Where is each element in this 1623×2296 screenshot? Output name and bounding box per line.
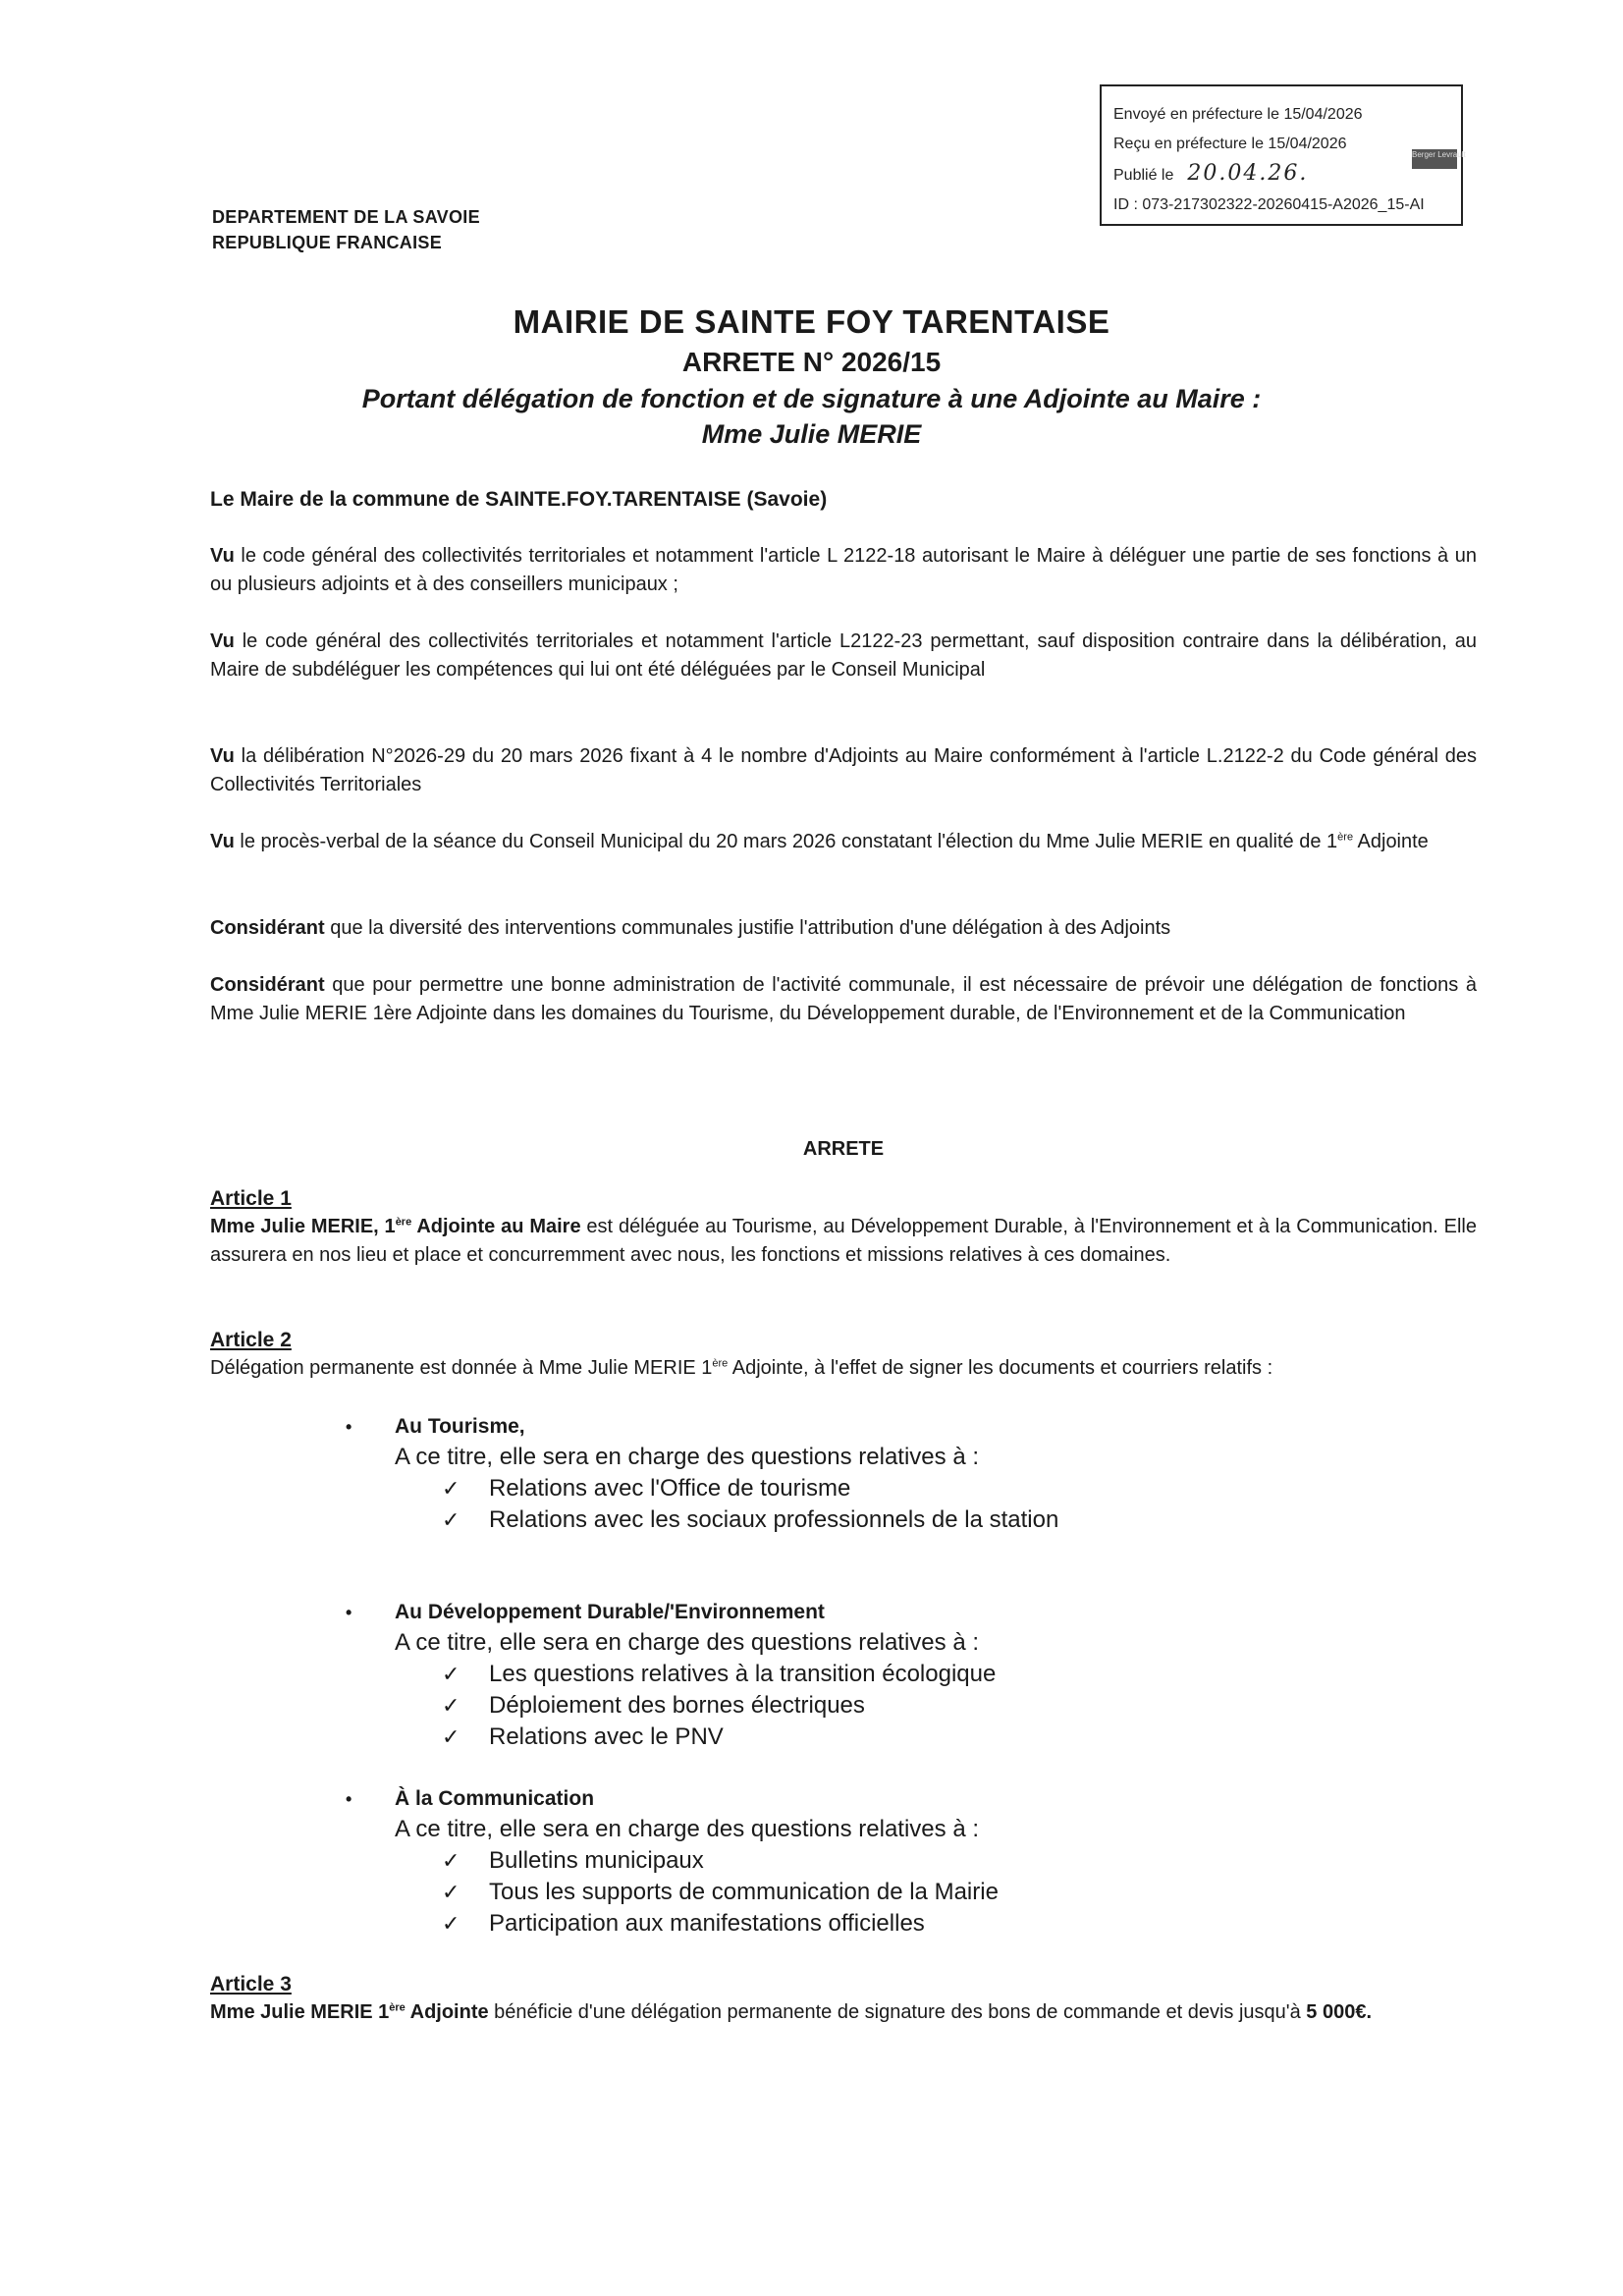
considerant-paragraph-2 [210,971,1477,1028]
article-1-text: est déléguée au Tourisme, au Développement Durable, à l'Environnement et à la Communication. Elle assurera en nos lieu et place et concurremment avec nous, les fonctions et missions relatives à ces domaines. [210,1216,1477,1266]
section-head-text: Au Développement Durable/'Environnement [395,1601,825,1623]
vu-lead: Vu [210,630,235,652]
checkmark-icon: ✓ [442,1911,460,1936]
section-head-text: Au Tourisme, [395,1415,525,1438]
vu-text: le procès-verbal de la séance du Conseil Municipal du 20 mars 2026 constatant l'élection du Mme Julie MERIE en qualité de 1 [234,831,1338,852]
title-block [0,301,1623,452]
stamp-sent: Envoyé en préfecture le 15/04/2026 [1113,106,1363,123]
list-item-text: Relations avec les sociaux professionnels de la station [489,1506,1059,1533]
list-item [346,1504,1327,1536]
superscript: ère [395,1216,412,1229]
section-head [346,1784,1327,1814]
list-item-text: Relations avec l'Office de tourisme [489,1475,851,1502]
list-item [346,1473,1327,1504]
superscript: ère [712,1357,729,1370]
superscript: ère [389,2001,406,2014]
list-item [346,1722,1327,1753]
article-3 [210,1970,1477,2027]
article-3-lead-tail: Adjointe [405,2001,489,2023]
superscript: ère [1337,831,1354,844]
vu-text: la délibération N°2026-29 du 20 mars 2026 fixant à 4 le nombre d'Adjoints au Maire conformément à l'article L.2122-2 du Code général des Collectivités Territoriales [210,745,1477,795]
article-3-text: bénéficie d'une délégation permanente de signature des bons de commande et devis jusqu'à [488,2001,1307,2023]
checkmark-icon: ✓ [442,1693,460,1718]
section-tourisme [346,1412,1327,1536]
list-item [346,1690,1327,1722]
article-2 [210,1326,1477,1383]
section-intro: A ce titre, elle sera en charge des questions relatives à : [395,1629,979,1656]
article-1-body [210,1213,1477,1270]
vu-paragraph-4 [210,828,1477,856]
list-item-text: Tous les supports de communication de la Mairie [489,1879,999,1905]
article-2-text: Délégation permanente est donnée à Mme Julie MERIE 1 [210,1357,713,1379]
prefecture-stamp [1100,84,1466,226]
article-1-title: Article 1 [210,1187,292,1210]
checkmark-icon: ✓ [442,1476,460,1501]
stamp-received: Reçu en préfecture le 15/04/2026 [1113,136,1347,152]
article-3-amount: 5 000€. [1306,2001,1373,2023]
page-title: MAIRIE DE SAINTE FOY TARENTAISE [513,303,1110,340]
vu-lead: Vu [210,545,235,567]
checkmark-icon: ✓ [442,1507,460,1532]
bullet-icon: • [346,1789,352,1809]
list-item-text: Participation aux manifestations officielles [489,1910,925,1937]
vu-paragraph-3 [210,742,1477,799]
article-1-lead-tail: Adjointe au Maire [411,1216,581,1237]
bullet-icon: • [346,1417,352,1437]
list-item [346,1877,1327,1908]
arrete-number: ARRETE N° 2026/15 [681,347,942,377]
vu-paragraph-2 [210,628,1477,684]
subtitle-line-2: Mme Julie MERIE [701,419,922,449]
checkmark-icon: ✓ [442,1848,460,1873]
checkmark-icon: ✓ [442,1880,460,1904]
arrete-heading: ARRETE [802,1138,885,1160]
article-1-lead: Mme Julie MERIE, 1 [210,1216,396,1237]
list-item-text: Déploiement des bornes électriques [489,1692,865,1719]
stamp-published-label: Publié le [1113,167,1174,184]
republic-line: REPUBLIQUE FRANCAISE [212,233,443,252]
considerant-paragraph-1 [210,914,1477,943]
vu-paragraph-1 [210,542,1477,599]
considerant-text: que la diversité des interventions communales justifie l'attribution d'une délégation à des Adjoints [324,917,1171,939]
list-item [346,1845,1327,1877]
article-2-body [210,1354,1477,1383]
section-intro: A ce titre, elle sera en charge des questions relatives à : [395,1816,979,1842]
vu-text: le code général des collectivités territoriales et notamment l'article L2122-23 permettant, sauf disposition contraire dans la délibération, au Maire de subdéléguer les compétences qui lui ont été déléguées par le Conseil Municipal [210,630,1477,681]
list-item [346,1908,1327,1940]
bullet-icon: • [346,1603,352,1622]
list-item-text: Bulletins municipaux [489,1847,704,1874]
article-2-title: Article 2 [210,1329,292,1351]
list-item-text: Relations avec le PNV [489,1723,724,1750]
checkmark-icon: ✓ [442,1662,460,1686]
section-head [346,1412,1327,1442]
subtitle-line-1: Portant délégation de fonction et de signature à une Adjointe au Maire : [361,384,1262,413]
vu-lead: Vu [210,831,235,852]
vu-lead: Vu [210,745,235,767]
article-3-lead: Mme Julie MERIE 1 [210,2001,390,2023]
list-item [346,1659,1327,1690]
considerant-lead: Considérant [210,917,325,939]
considerant-text: que pour permettre une bonne administration de l'activité communale, il est nécessaire de prévoir une délégation de fonctions à Mme Julie MERIE 1ère Adjointe dans les domaines du Tourisme, du Développement durable, de l'Environnement et de la Communication [210,974,1477,1024]
section-communication [346,1784,1327,1940]
checkmark-icon: ✓ [442,1724,460,1749]
article-2-tail: Adjointe, à l'effet de signer les documents et courriers relatifs : [728,1357,1273,1379]
considerant-lead: Considérant [210,974,325,996]
article-3-body [210,1998,1477,2027]
vu-text: le code général des collectivités territoriales et notamment l'article L 2122-18 autorisant le Maire à déléguer une partie de ses fonctions à un ou plusieurs adjoints et à des conseillers municipaux ; [210,545,1477,595]
article-3-title: Article 3 [210,1973,292,1995]
stamp-id: ID : 073-217302322-20260415-A2026_15-AI [1113,196,1425,213]
intro-line: Le Maire de la commune de SAINTE.FOY.TARENTAISE (Savoie) [210,488,828,511]
section-head [346,1598,1327,1627]
section-head-text: À la Communication [395,1787,595,1810]
department-header [212,204,480,255]
stamp-published [1113,159,1461,191]
article-1 [210,1184,1477,1270]
stamp-published-date: 20.04.26. [1187,161,1309,186]
department-line: DEPARTEMENT DE LA SAVOIE [212,207,480,227]
vu-tail: Adjointe [1353,831,1429,852]
berger-levrault-logo: Berger Levrault [1412,149,1457,169]
section-developpement-durable [346,1598,1327,1753]
list-item-text: Les questions relatives à la transition écologique [489,1661,997,1687]
section-intro: A ce titre, elle sera en charge des questions relatives à : [395,1444,979,1470]
